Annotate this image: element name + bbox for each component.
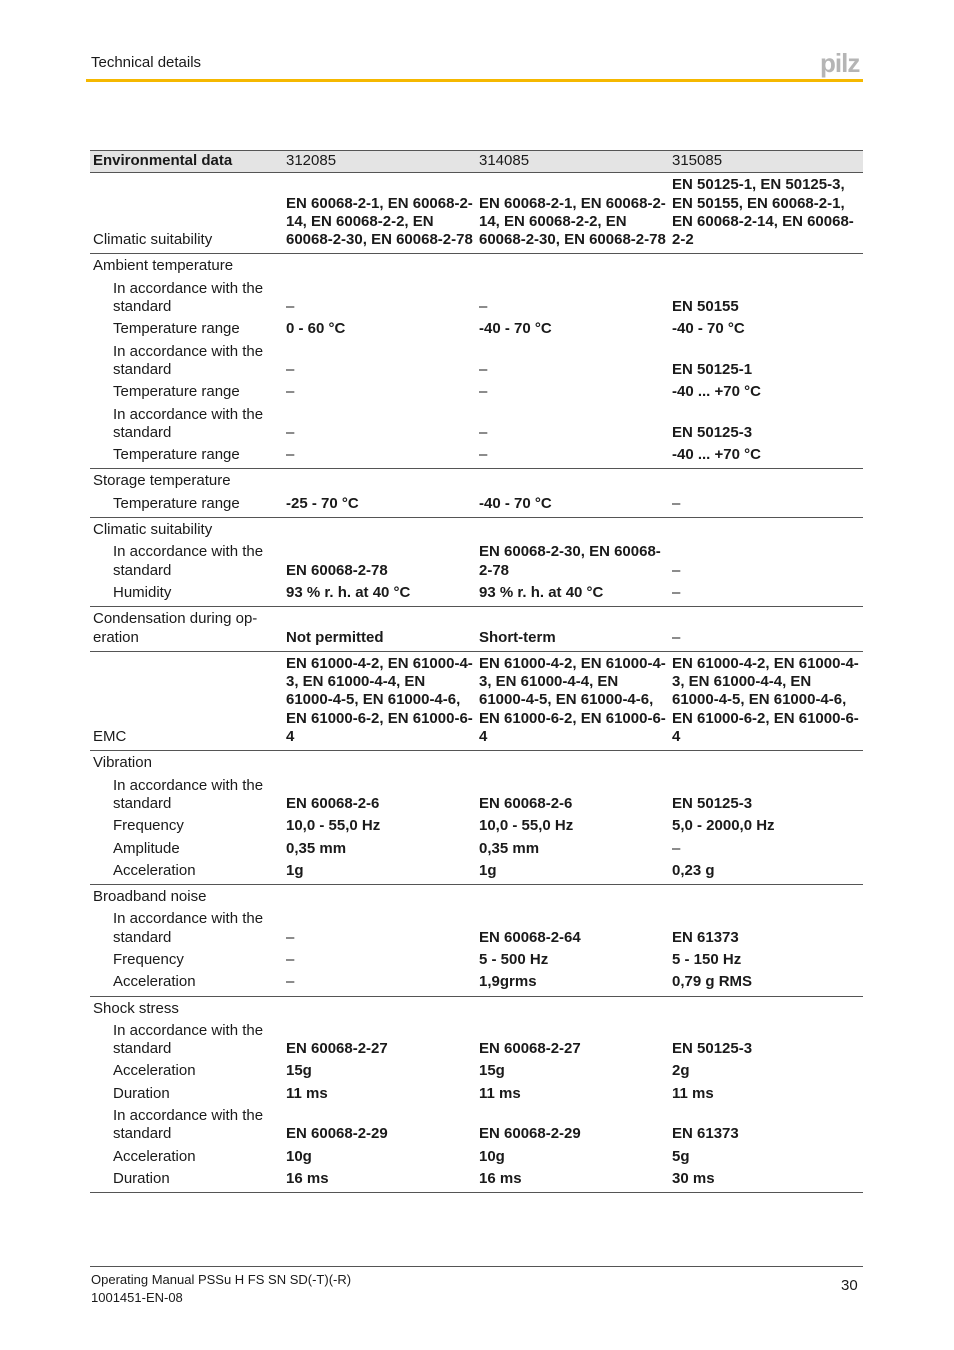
table-row (90, 651, 863, 750)
sub-row-label: Temperature range (113, 383, 240, 401)
value-cell: EN 60068-2-1, EN 60068-2-14, EN 60068-2-2, EN 60068-2-30, EN 60068-2-78 (476, 173, 669, 254)
table-row (90, 469, 863, 493)
column-header: Environmental data (90, 151, 283, 173)
value-cell: EN 61000-4-2, EN 61000-4-3, EN 61000-4-4, EN 61000-4-5, EN 61000-4-6, EN 61000-6-2, EN 61000-6-4 (669, 651, 863, 750)
value-cell: EN 60068-2-6 (479, 794, 573, 812)
value-cell: Not permitted (283, 607, 476, 652)
footer-divider (90, 1266, 863, 1267)
table-row (90, 341, 863, 382)
value-cell: 0,35 mm (479, 839, 540, 857)
sub-row-label: Duration (90, 1168, 283, 1193)
table-row (90, 541, 863, 582)
table-row (90, 908, 863, 949)
table-row (90, 173, 863, 254)
value-cell: EN 61000-4-2, EN 61000-4-3, EN 61000-4-4, EN 61000-4-5, EN 61000-4-6, EN 61000-6-2, EN 61000-6-4 (476, 651, 669, 750)
value-cell: EN 60068-2-64 (479, 928, 581, 946)
row-label: Ambient temperature (93, 257, 234, 275)
value-cell: – (286, 360, 295, 378)
footer-manual-title: Operating Manual PSSu H FS SN SD(-T)(-R) (91, 1272, 352, 1287)
value-cell: – (669, 607, 863, 652)
row-label: Broadband noise (93, 888, 207, 906)
environmental-data-table (90, 150, 863, 1193)
empty-cell (283, 254, 863, 278)
table-row (90, 404, 863, 445)
value-cell: 30 ms (669, 1168, 863, 1193)
header-divider (86, 79, 863, 82)
table-row (90, 1020, 863, 1061)
value-cell: – (479, 360, 488, 378)
table-row (90, 254, 863, 278)
empty-cell (283, 518, 863, 542)
table-row (90, 860, 863, 885)
value-cell: 1g (283, 860, 476, 885)
value-cell: – (669, 582, 863, 607)
value-cell: – (479, 423, 488, 441)
value-cell: 15g (286, 1062, 312, 1080)
value-cell: 5,0 - 2000,0 Hz (672, 817, 775, 835)
row-label: EMC (90, 651, 283, 750)
table-header-row (90, 151, 863, 173)
value-cell: – (286, 423, 295, 441)
sub-row-label: Humidity (90, 582, 283, 607)
page-header-title: Technical details (91, 54, 202, 71)
table-row (90, 885, 863, 909)
table-row (90, 949, 863, 971)
table-row (90, 775, 863, 816)
table-row (90, 582, 863, 607)
value-cell: EN 50125-3 (672, 423, 753, 441)
row-label: Shock stress (93, 999, 179, 1017)
table-row (90, 518, 863, 542)
value-cell: 1,9grms (476, 971, 669, 996)
value-cell: EN 50125-3 (672, 1040, 753, 1058)
value-cell: 16 ms (476, 1168, 669, 1193)
sub-row-label: Acceleration (90, 971, 283, 996)
footer-doc-number: 1001451-EN-08 (91, 1290, 183, 1305)
column-header: 315085 (669, 151, 863, 173)
table-row (90, 751, 863, 775)
value-cell: – (672, 839, 681, 857)
value-cell: EN 60068-2-30, EN 60068-2-78 (479, 543, 661, 579)
value-cell: -40 - 70 °C (672, 320, 745, 338)
value-cell: 11 ms (286, 1084, 328, 1102)
sub-row-label: Temperature range (90, 493, 283, 518)
table-row (90, 444, 863, 469)
table-row (90, 838, 863, 860)
value-cell: EN 61373 (672, 1125, 739, 1143)
sub-row-label: Amplitude (113, 839, 180, 857)
value-cell: EN 60068-2-29 (286, 1125, 388, 1143)
sub-row-label: Acceleration (113, 1062, 196, 1080)
value-cell: 16 ms (283, 1168, 476, 1193)
value-cell: Short-term (476, 607, 669, 652)
table-row (90, 1060, 863, 1082)
value-cell: -40 - 70 °C (476, 493, 669, 518)
sub-row-label: Acceleration (113, 1147, 196, 1165)
value-cell: EN 60068-2-78 (286, 561, 388, 579)
sub-row-label: In accordance with the standard (113, 1021, 264, 1058)
row-label: Condensation during op- eration (90, 607, 283, 652)
column-header: 312085 (283, 151, 476, 173)
value-cell: EN 60068-2-29 (479, 1125, 581, 1143)
value-cell: – (286, 950, 295, 968)
value-cell: -40 - 70 °C (479, 320, 552, 338)
sub-row-label: In accordance with the standard (113, 405, 264, 441)
row-label: Climatic suitability (93, 521, 213, 539)
value-cell: – (476, 444, 669, 469)
value-cell: EN 60068-2-27 (286, 1040, 388, 1058)
sub-row-label: In accordance with the standard (113, 910, 264, 946)
table-row (90, 278, 863, 319)
value-cell: EN 61000-4-2, EN 61000-4-3, EN 61000-4-4, EN 61000-4-5, EN 61000-4-6, EN 61000-6-2, EN 61000-6-4 (283, 651, 476, 750)
empty-cell (283, 996, 863, 1020)
value-cell: 93 % r. h. at 40 °C (283, 582, 476, 607)
value-cell: – (286, 928, 295, 946)
value-cell: 2g (672, 1062, 690, 1080)
table-row (90, 971, 863, 996)
value-cell: – (669, 493, 863, 518)
value-cell: -25 - 70 °C (283, 493, 476, 518)
table-row (90, 493, 863, 518)
table-row (90, 815, 863, 837)
row-label: Climatic suitability (90, 173, 283, 254)
value-cell: 11 ms (672, 1084, 714, 1102)
value-cell: 0,35 mm (286, 839, 347, 857)
value-cell: EN 50125-1 (672, 360, 753, 378)
value-cell: -40 ... +70 °C (672, 383, 761, 401)
empty-cell (283, 469, 863, 493)
row-label: Storage temperature (93, 472, 231, 490)
value-cell: EN 60068-2-1, EN 60068-2-14, EN 60068-2-2, EN 60068-2-30, EN 60068-2-78 (283, 173, 476, 254)
sub-row-label: Frequency (113, 950, 184, 968)
table-row (90, 607, 863, 652)
sub-row-label: Duration (113, 1084, 170, 1102)
sub-row-label: Temperature range (113, 320, 240, 338)
value-cell: EN 60068-2-27 (479, 1040, 581, 1058)
table-row (90, 1146, 863, 1168)
value-cell: – (286, 298, 295, 316)
value-cell: 5 - 500 Hz (479, 950, 549, 968)
sub-row-label: Frequency (113, 817, 184, 835)
value-cell: 0,79 g RMS (669, 971, 863, 996)
value-cell: 10,0 - 55,0 Hz (479, 817, 574, 835)
value-cell: 10,0 - 55,0 Hz (286, 817, 381, 835)
table-row (90, 996, 863, 1020)
value-cell: 5g (672, 1147, 690, 1165)
value-cell: -40 ... +70 °C (669, 444, 863, 469)
sub-row-label: Temperature range (90, 444, 283, 469)
value-cell: – (672, 561, 681, 579)
value-cell: – (286, 383, 295, 401)
value-cell: 93 % r. h. at 40 °C (476, 582, 669, 607)
value-cell: EN 61373 (672, 928, 739, 946)
sub-row-label: In accordance with the standard (113, 342, 264, 378)
value-cell: – (479, 383, 488, 401)
empty-cell (283, 751, 863, 775)
value-cell: 0,23 g (669, 860, 863, 885)
sub-row-label: Acceleration (90, 860, 283, 885)
pilz-logo: pilz (820, 48, 860, 78)
page-number: 30 (841, 1277, 858, 1294)
value-cell: 10g (479, 1147, 505, 1165)
value-cell: – (479, 298, 488, 316)
value-cell: 0 - 60 °C (286, 320, 346, 338)
value-cell: EN 50155 (672, 298, 739, 316)
value-cell: 10g (286, 1147, 312, 1165)
value-cell: – (283, 971, 476, 996)
sub-row-label: In accordance with the standard (113, 543, 264, 579)
empty-cell (283, 885, 863, 909)
value-cell: 1g (476, 860, 669, 885)
table-row (90, 1168, 863, 1193)
table-row (90, 1083, 863, 1105)
column-header: 314085 (476, 151, 669, 173)
value-cell: 11 ms (479, 1084, 521, 1102)
table-row (90, 381, 863, 403)
table-row (90, 1105, 863, 1146)
value-cell: EN 60068-2-6 (286, 794, 380, 812)
value-cell: – (283, 444, 476, 469)
sub-row-label: In accordance with the standard (113, 776, 264, 812)
sub-row-label: In accordance with the standard (113, 279, 264, 316)
table-row (90, 318, 863, 340)
row-label: Vibration (93, 754, 152, 772)
value-cell: EN 50125-3 (672, 794, 753, 812)
value-cell: 15g (479, 1062, 505, 1080)
value-cell: 5 - 150 Hz (672, 950, 742, 968)
value-cell: EN 50125-1, EN 50125-3, EN 50155, EN 60068-2-1, EN 60068-2-14, EN 60068-2-2 (669, 173, 863, 254)
sub-row-label: In accordance with the standard (113, 1107, 264, 1143)
